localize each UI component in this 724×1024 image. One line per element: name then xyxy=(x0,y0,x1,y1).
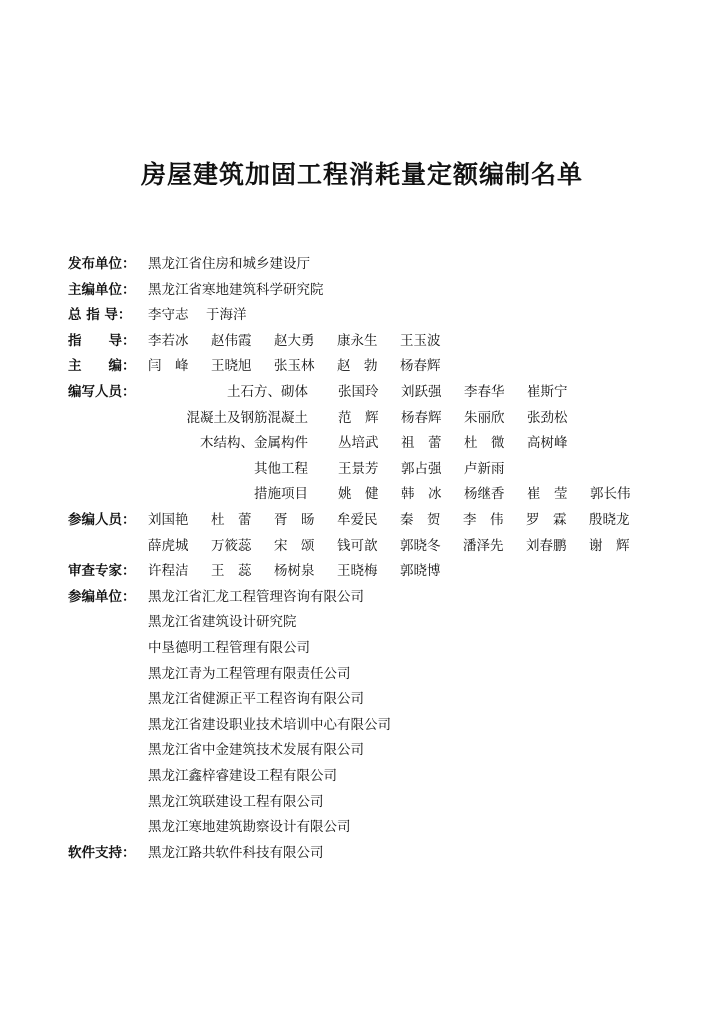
chief-editors-label: 主 编： xyxy=(68,358,136,375)
person-name: 许程洁 xyxy=(148,563,189,580)
writer-category: 混凝土及钢筋混凝土 xyxy=(186,409,308,426)
person-name: 赵大勇 xyxy=(274,332,315,349)
person-name: 康永生 xyxy=(337,332,378,349)
director-label: 指 导： xyxy=(68,332,136,349)
person-name: 王 蕊 xyxy=(211,563,252,580)
participating-unit-name: 黑龙江筑联建设工程有限公司 xyxy=(148,793,324,810)
page-title: 房屋建筑加固工程消耗量定额编制名单 xyxy=(140,160,583,189)
person-name: 李守志 xyxy=(148,307,189,324)
reviewers-label: 审查专家： xyxy=(68,563,136,580)
person-name: 崔 莹 xyxy=(527,486,568,503)
person-name: 王玉波 xyxy=(400,332,441,349)
participating-unit-name: 黑龙江省健源正平工程咨询有限公司 xyxy=(148,691,364,708)
software-support-value: 黑龙江路共软件科技有限公司 xyxy=(148,844,324,861)
participating-unit-name: 黑龙江省建筑设计研究院 xyxy=(148,614,297,631)
person-name: 王景芳 xyxy=(338,460,379,477)
software-support-label: 软件支持： xyxy=(68,844,136,861)
person-name: 杨树泉 xyxy=(274,563,315,580)
person-name: 杜 微 xyxy=(464,435,505,452)
person-name: 谢 辉 xyxy=(589,537,630,554)
person-name: 丛培武 xyxy=(338,435,379,452)
person-name: 郭占强 xyxy=(401,460,442,477)
writer-category: 土石方、砌体 xyxy=(227,384,308,400)
person-name: 李春华 xyxy=(464,384,505,400)
participating-unit-name: 中垦德明工程管理有限公司 xyxy=(148,640,310,656)
person-name: 张国玲 xyxy=(338,384,379,400)
person-name: 郭晓冬 xyxy=(400,537,441,554)
person-name: 卢新雨 xyxy=(464,460,505,477)
person-name: 王晓梅 xyxy=(337,563,378,580)
writer-category: 其他工程 xyxy=(254,460,308,477)
person-name: 赵伟霞 xyxy=(211,332,252,349)
person-name: 潘泽先 xyxy=(463,537,504,554)
person-name: 闫 峰 xyxy=(148,358,189,375)
chief-editor-unit-label: 主编单位： xyxy=(68,281,136,298)
person-name: 罗 霖 xyxy=(526,512,567,528)
person-name: 郭长伟 xyxy=(590,486,631,503)
participating-unit-name: 黑龙江青为工程管理有限责任公司 xyxy=(148,665,351,682)
participants-label: 参编人员： xyxy=(68,512,136,528)
person-name: 朱丽欣 xyxy=(464,409,505,426)
writer-category: 措施项目 xyxy=(254,486,308,503)
person-name: 王晓旭 xyxy=(211,358,252,375)
person-name: 张玉林 xyxy=(274,358,315,375)
person-name: 殷晓龙 xyxy=(589,512,630,528)
person-name: 张劲松 xyxy=(527,409,568,426)
person-name: 杨春辉 xyxy=(400,358,441,375)
person-name: 崔斯宁 xyxy=(527,384,568,400)
writers-label: 编写人员： xyxy=(68,384,136,400)
person-name: 杨继香 xyxy=(464,486,505,503)
participating-unit-name: 黑龙江鑫梓睿建设工程有限公司 xyxy=(148,768,337,784)
person-name: 万筱蕊 xyxy=(211,537,252,554)
person-name: 韩 冰 xyxy=(401,486,442,503)
person-name: 刘跃强 xyxy=(401,384,442,400)
person-name: 刘春鹏 xyxy=(526,537,567,554)
publisher-value: 黑龙江省住房和城乡建设厅 xyxy=(148,256,310,272)
writer-category: 木结构、金属构件 xyxy=(200,435,308,452)
person-name: 刘国艳 xyxy=(148,512,189,528)
person-name: 钱可歆 xyxy=(337,537,378,554)
person-name: 范 辉 xyxy=(338,409,379,426)
person-name: 姚 健 xyxy=(338,486,379,503)
person-name: 李若冰 xyxy=(148,332,189,349)
participating-unit-name: 黑龙江寒地建筑勘察设计有限公司 xyxy=(148,819,351,836)
person-name: 高树峰 xyxy=(527,435,568,452)
participating-unit-name: 黑龙江省汇龙工程管理咨询有限公司 xyxy=(148,588,364,605)
publisher-label: 发布单位： xyxy=(68,256,136,272)
person-name: 牟爱民 xyxy=(337,512,378,528)
person-name: 祖 蕾 xyxy=(401,435,442,452)
person-name: 杜 蕾 xyxy=(211,512,252,528)
participating-unit-name: 黑龙江省建设职业技术培训中心有限公司 xyxy=(148,716,391,733)
person-name: 宋 颂 xyxy=(274,537,315,554)
person-name: 李 伟 xyxy=(463,512,504,528)
person-name: 胥 旸 xyxy=(274,512,315,528)
person-name: 杨春辉 xyxy=(401,409,442,426)
person-name: 郭晓博 xyxy=(400,563,441,580)
person-name: 于海洋 xyxy=(206,307,247,324)
person-name: 赵 勃 xyxy=(337,358,378,375)
participating-unit-name: 黑龙江省中金建筑技术发展有限公司 xyxy=(148,742,364,759)
person-name: 薛虎城 xyxy=(148,537,189,554)
chief-editor-unit-value: 黑龙江省寒地建筑科学研究院 xyxy=(148,281,324,298)
participating-units-label: 参编单位： xyxy=(68,588,136,605)
person-name: 秦 贺 xyxy=(400,512,441,528)
general-director-label: 总 指 导： xyxy=(68,307,132,324)
